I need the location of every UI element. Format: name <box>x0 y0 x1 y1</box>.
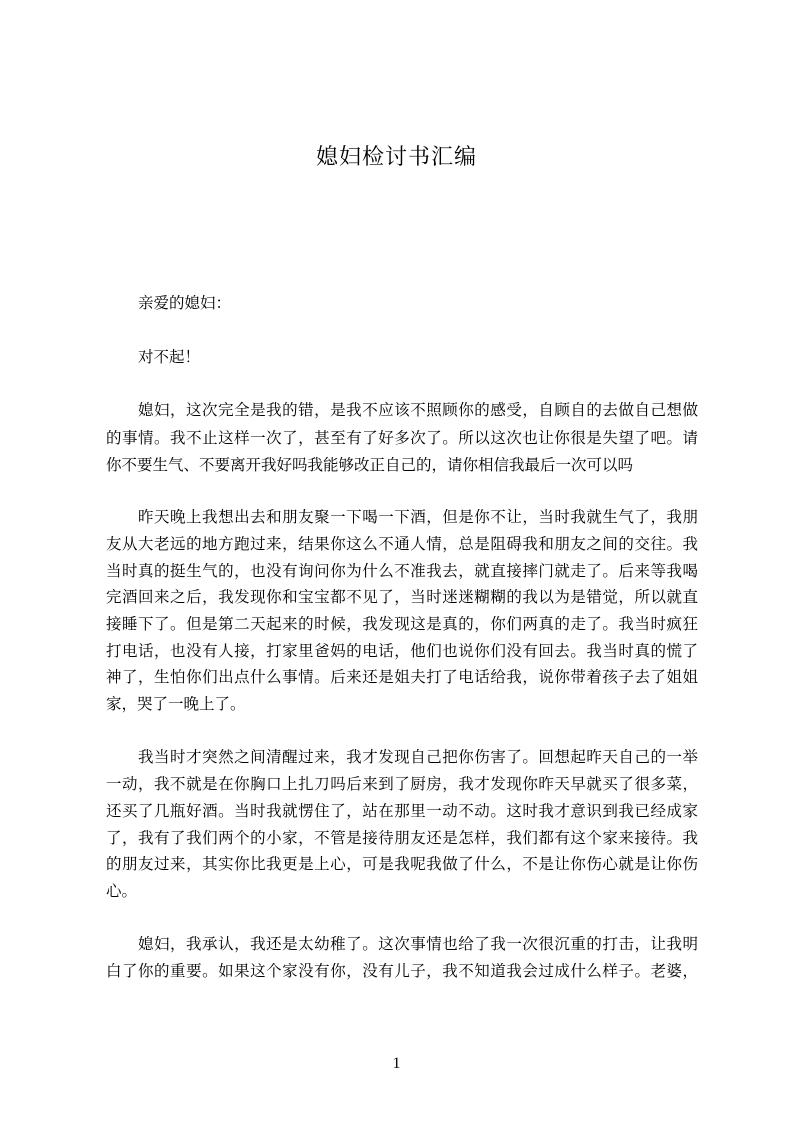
paragraph-line: 媳妇，我承认，我还是太幼稚了。这次事情也给了我一次很沉重的打击，让我明 <box>138 935 698 953</box>
document-title: 媳妇检讨书汇编 <box>315 145 477 170</box>
paragraph-line: 友从大老远的地方跑过来，结果你这么不通人情，总是阻碍我和朋友之间的交往。我 <box>106 535 698 553</box>
paragraph-line: 当时真的挺生气的，也没有询问你为什么不准我去，就直接摔门就走了。后来等我喝 <box>106 562 698 580</box>
paragraph-line: 还买了几瓶好酒。当时我就愣住了，站在那里一动不动。这时我才意识到我已经成家 <box>106 802 698 820</box>
paragraph-line: 白了你的重要。如果这个家没有你，没有儿子，我不知道我会过成什么样子。老婆， <box>106 962 698 980</box>
paragraph-line: 的朋友过来，其实你比我更是上心，可是我呢我做了什么，不是让你伤心就是让你伤 <box>106 855 698 873</box>
paragraph-line: 完酒回来之后，我发现你和宝宝都不见了，当时迷迷糊糊的我以为是错觉，所以就直 <box>106 588 698 606</box>
paragraph-line: 昨天晚上我想出去和朋友聚一下喝一下酒，但是你不让，当时我就生气了，我朋 <box>138 508 698 526</box>
paragraph-line: 我当时才突然之间清醒过来，我才发现自己把你伤害了。回想起昨天自己的一举 <box>138 748 698 766</box>
paragraph-line: 的事情。我不止这样一次了，甚至有了好多次了。所以这次也让你很是失望了吧。请 <box>106 429 698 447</box>
greeting-line: 亲爱的媳妇： <box>138 294 232 312</box>
paragraph-line: 你不要生气、不要离开我好吗我能够改正自己的，请你相信我最后一次可以吗 <box>106 456 634 474</box>
paragraph-line: 心。 <box>106 882 138 900</box>
paragraph-line: 媳妇，这次完全是我的错，是我不应该不照顾你的感受，自顾自的去做自己想做 <box>138 401 698 419</box>
paragraph-line: 接睡下了。但是第二天起来的时候，我发现这是真的，你们两真的走了。我当时疯狂 <box>106 615 698 633</box>
paragraph-line: 神了，生怕你们出点什么事情。后来还是姐夫打了电话给我，说你带着孩子去了姐姐 <box>106 668 698 686</box>
paragraph-line: 家，哭了一晚上了。 <box>106 695 246 713</box>
paragraph-line: 了，我有了我们两个的小家，不管是接待朋友还是怎样，我们都有这个家来接待。我 <box>106 829 698 847</box>
paragraph-line: 一动，我不就是在你胸口上扎刀吗后来到了厨房，我才发现你昨天早就买了很多菜， <box>106 775 698 793</box>
apology-line: 对不起！ <box>138 348 201 366</box>
page-number: 1 <box>392 1055 401 1072</box>
paragraph-line: 打电话，也没有人接，打家里爸妈的电话，他们也说你们没有回去。我当时真的慌了 <box>106 642 698 660</box>
